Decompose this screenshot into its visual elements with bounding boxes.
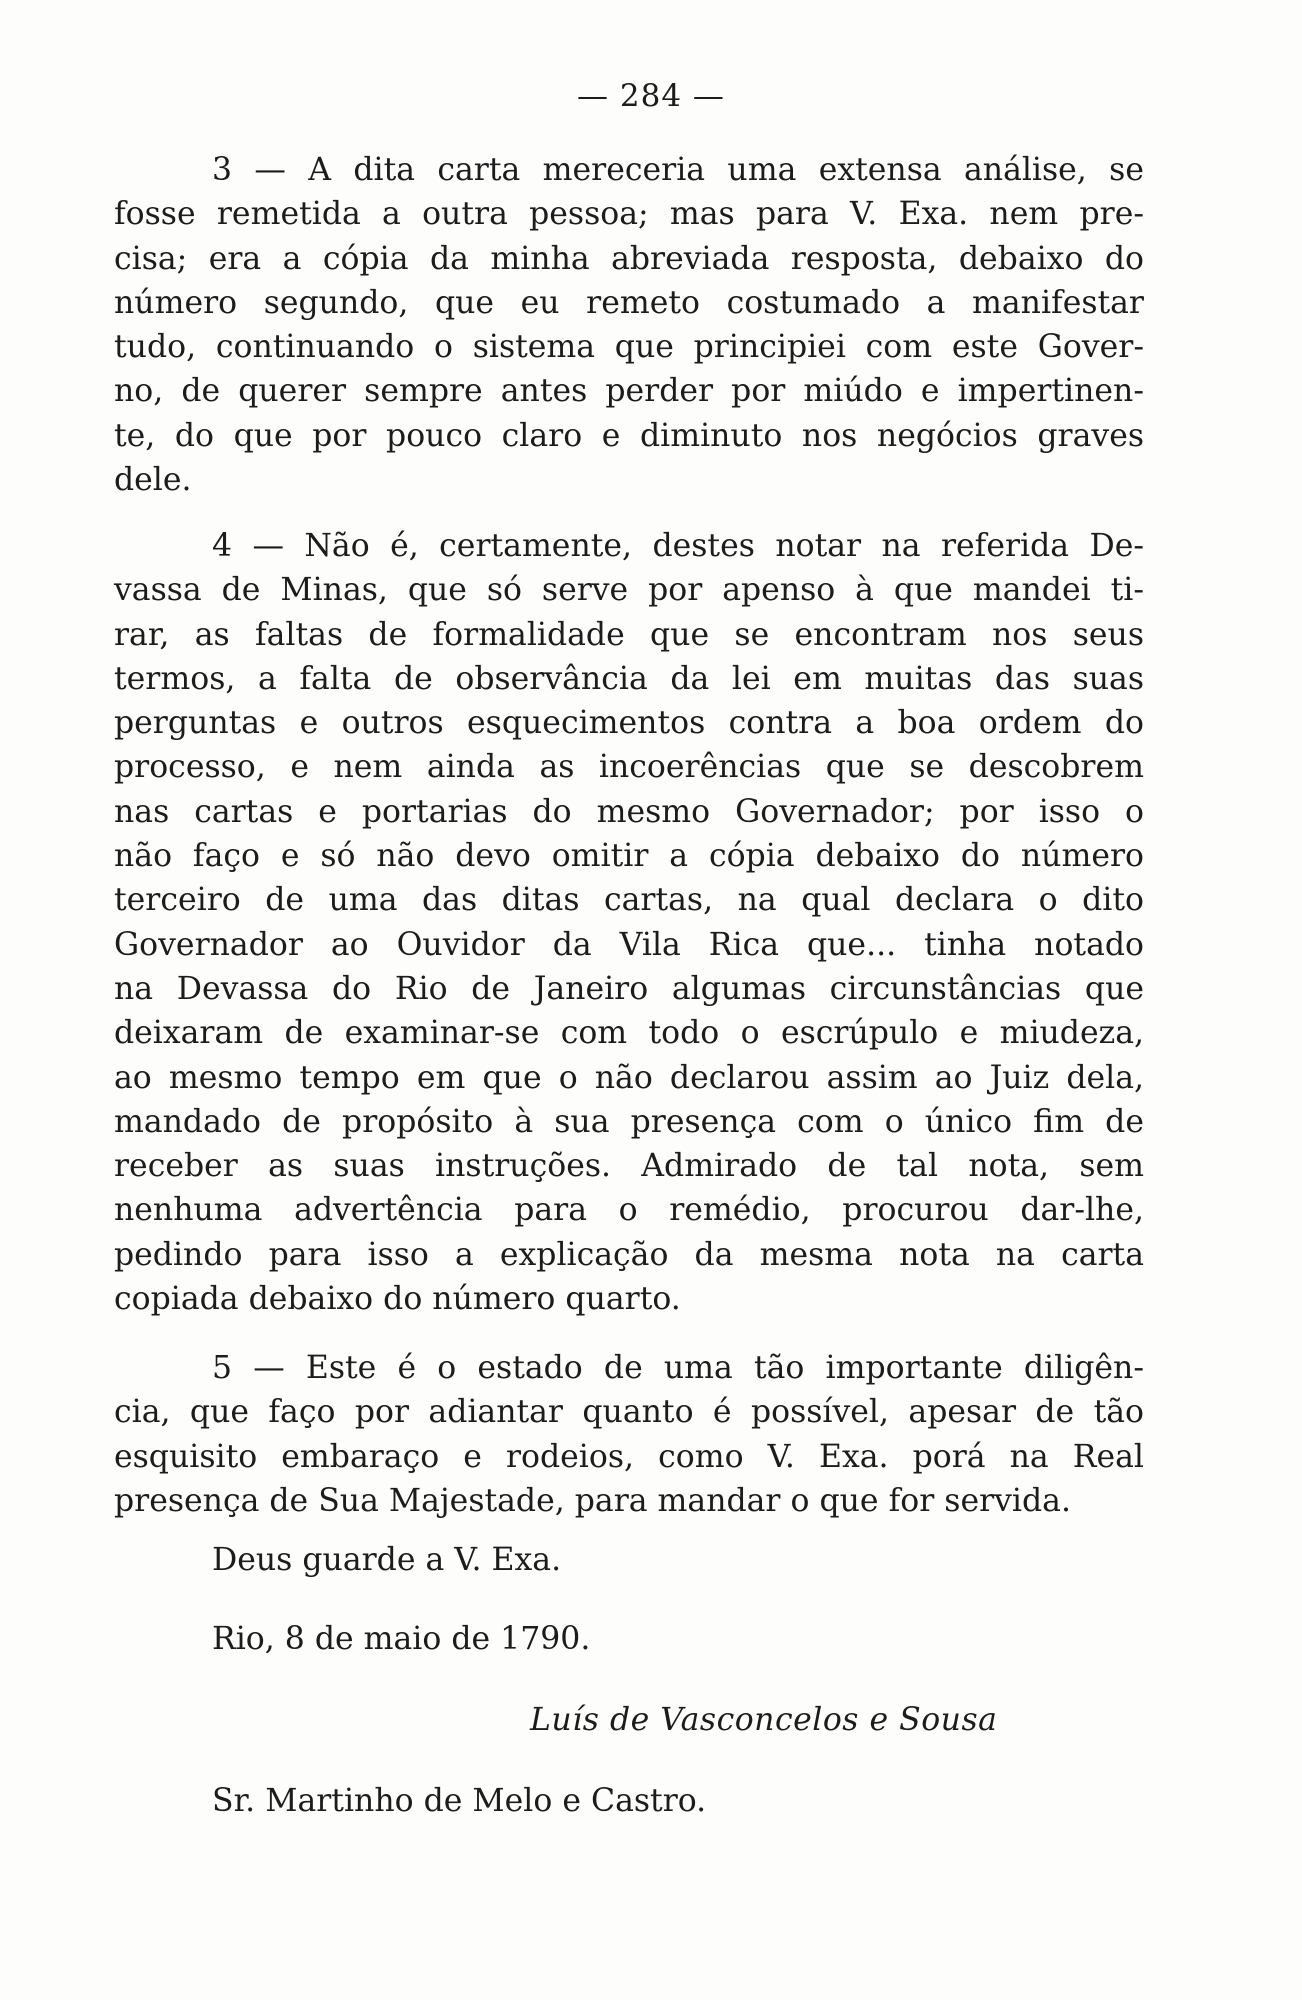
paragraph-line: tudo, continuando o sistema que principiei com este Gover- — [114, 329, 1144, 366]
paragraph-line: 4 — Não é, certamente, destes notar na referida De- — [212, 528, 1144, 564]
paragraph-line: cia, que faço por adiantar quanto é possível, apesar de tão — [114, 1394, 1144, 1431]
paragraph-line: deixaram de examinar-se com todo o escrúpulo e miudeza, — [114, 1015, 1144, 1052]
paragraph-line: copiada debaixo do número quarto. — [114, 1281, 681, 1318]
paragraph-line: vassa de Minas, que só serve por apenso à que mandei ti- — [114, 572, 1144, 609]
paragraph-line: 5 — Este é o estado de uma tão importante diligên- — [212, 1350, 1144, 1386]
paragraph-5 — [114, 1346, 1144, 1523]
paragraph-line: nenhuma advertência para o remédio, procurou dar-lhe, — [114, 1192, 1144, 1229]
paragraph-line: te, do que por pouco claro e diminuto nos negócios graves — [114, 417, 1144, 454]
paragraph-line: ao mesmo tempo em que o não declarou assim ao Juiz dela, — [114, 1059, 1144, 1096]
paragraph-line: presença de Sua Majestade, para mandar o que for servida. — [114, 1482, 1071, 1519]
paragraph-line: rar, as faltas de formalidade que se encontram nos seus — [114, 616, 1144, 653]
paragraph-line: 3 — A dita carta mereceria uma extensa análise, se — [212, 152, 1144, 188]
paragraph-line: no, de querer sempre antes perder por miúdo e impertinen- — [114, 373, 1144, 410]
signature: Luís de Vasconcelos e Sousa — [530, 1702, 998, 1738]
paragraph-line: não faço e só não devo omitir a cópia debaixo do número — [114, 838, 1144, 875]
closing-greeting: Deus guarde a V. Exa. — [212, 1542, 562, 1578]
paragraph-line: termos, a falta de observância da lei em muitas das suas — [114, 660, 1144, 697]
paragraph-line: Governador ao Ouvidor da Vila Rica que... tinha notado — [114, 926, 1144, 963]
page-number: — 284 — — [577, 78, 725, 114]
paragraph-4 — [114, 524, 1144, 1321]
paragraph-line: processo, e nem ainda as incoerências que se descobrem — [114, 749, 1144, 786]
paragraph-3 — [114, 148, 1144, 502]
paragraph-line: na Devassa do Rio de Janeiro algumas circunstâncias que — [114, 970, 1144, 1007]
addressee: Sr. Martinho de Melo e Castro. — [212, 1783, 707, 1819]
paragraph-line: dele. — [114, 462, 192, 499]
paragraph-line: pedindo para isso a explicação da mesma nota na carta — [114, 1236, 1144, 1273]
paragraph-line: receber as suas instruções. Admirado de tal nota, sem — [114, 1148, 1144, 1185]
paragraph-line: número segundo, que eu remeto costumado a manifestar — [114, 284, 1144, 321]
paragraph-line: nas cartas e portarias do mesmo Governador; por isso o — [114, 793, 1144, 830]
paragraph-line: perguntas e outros esquecimentos contra a boa ordem do — [114, 705, 1144, 742]
paragraph-line: cisa; era a cópia da minha abreviada resposta, debaixo do — [114, 240, 1144, 277]
paragraph-line: terceiro de uma das ditas cartas, na qual declara o dito — [114, 882, 1144, 919]
paragraph-line: fosse remetida a outra pessoa; mas para V. Exa. nem pre- — [114, 196, 1144, 233]
paragraph-line: mandado de propósito à sua presença com o único fim de — [114, 1103, 1144, 1140]
paragraph-line: esquisito embaraço e rodeios, como V. Exa. porá na Real — [114, 1438, 1144, 1475]
place-date: Rio, 8 de maio de 1790. — [212, 1621, 591, 1657]
